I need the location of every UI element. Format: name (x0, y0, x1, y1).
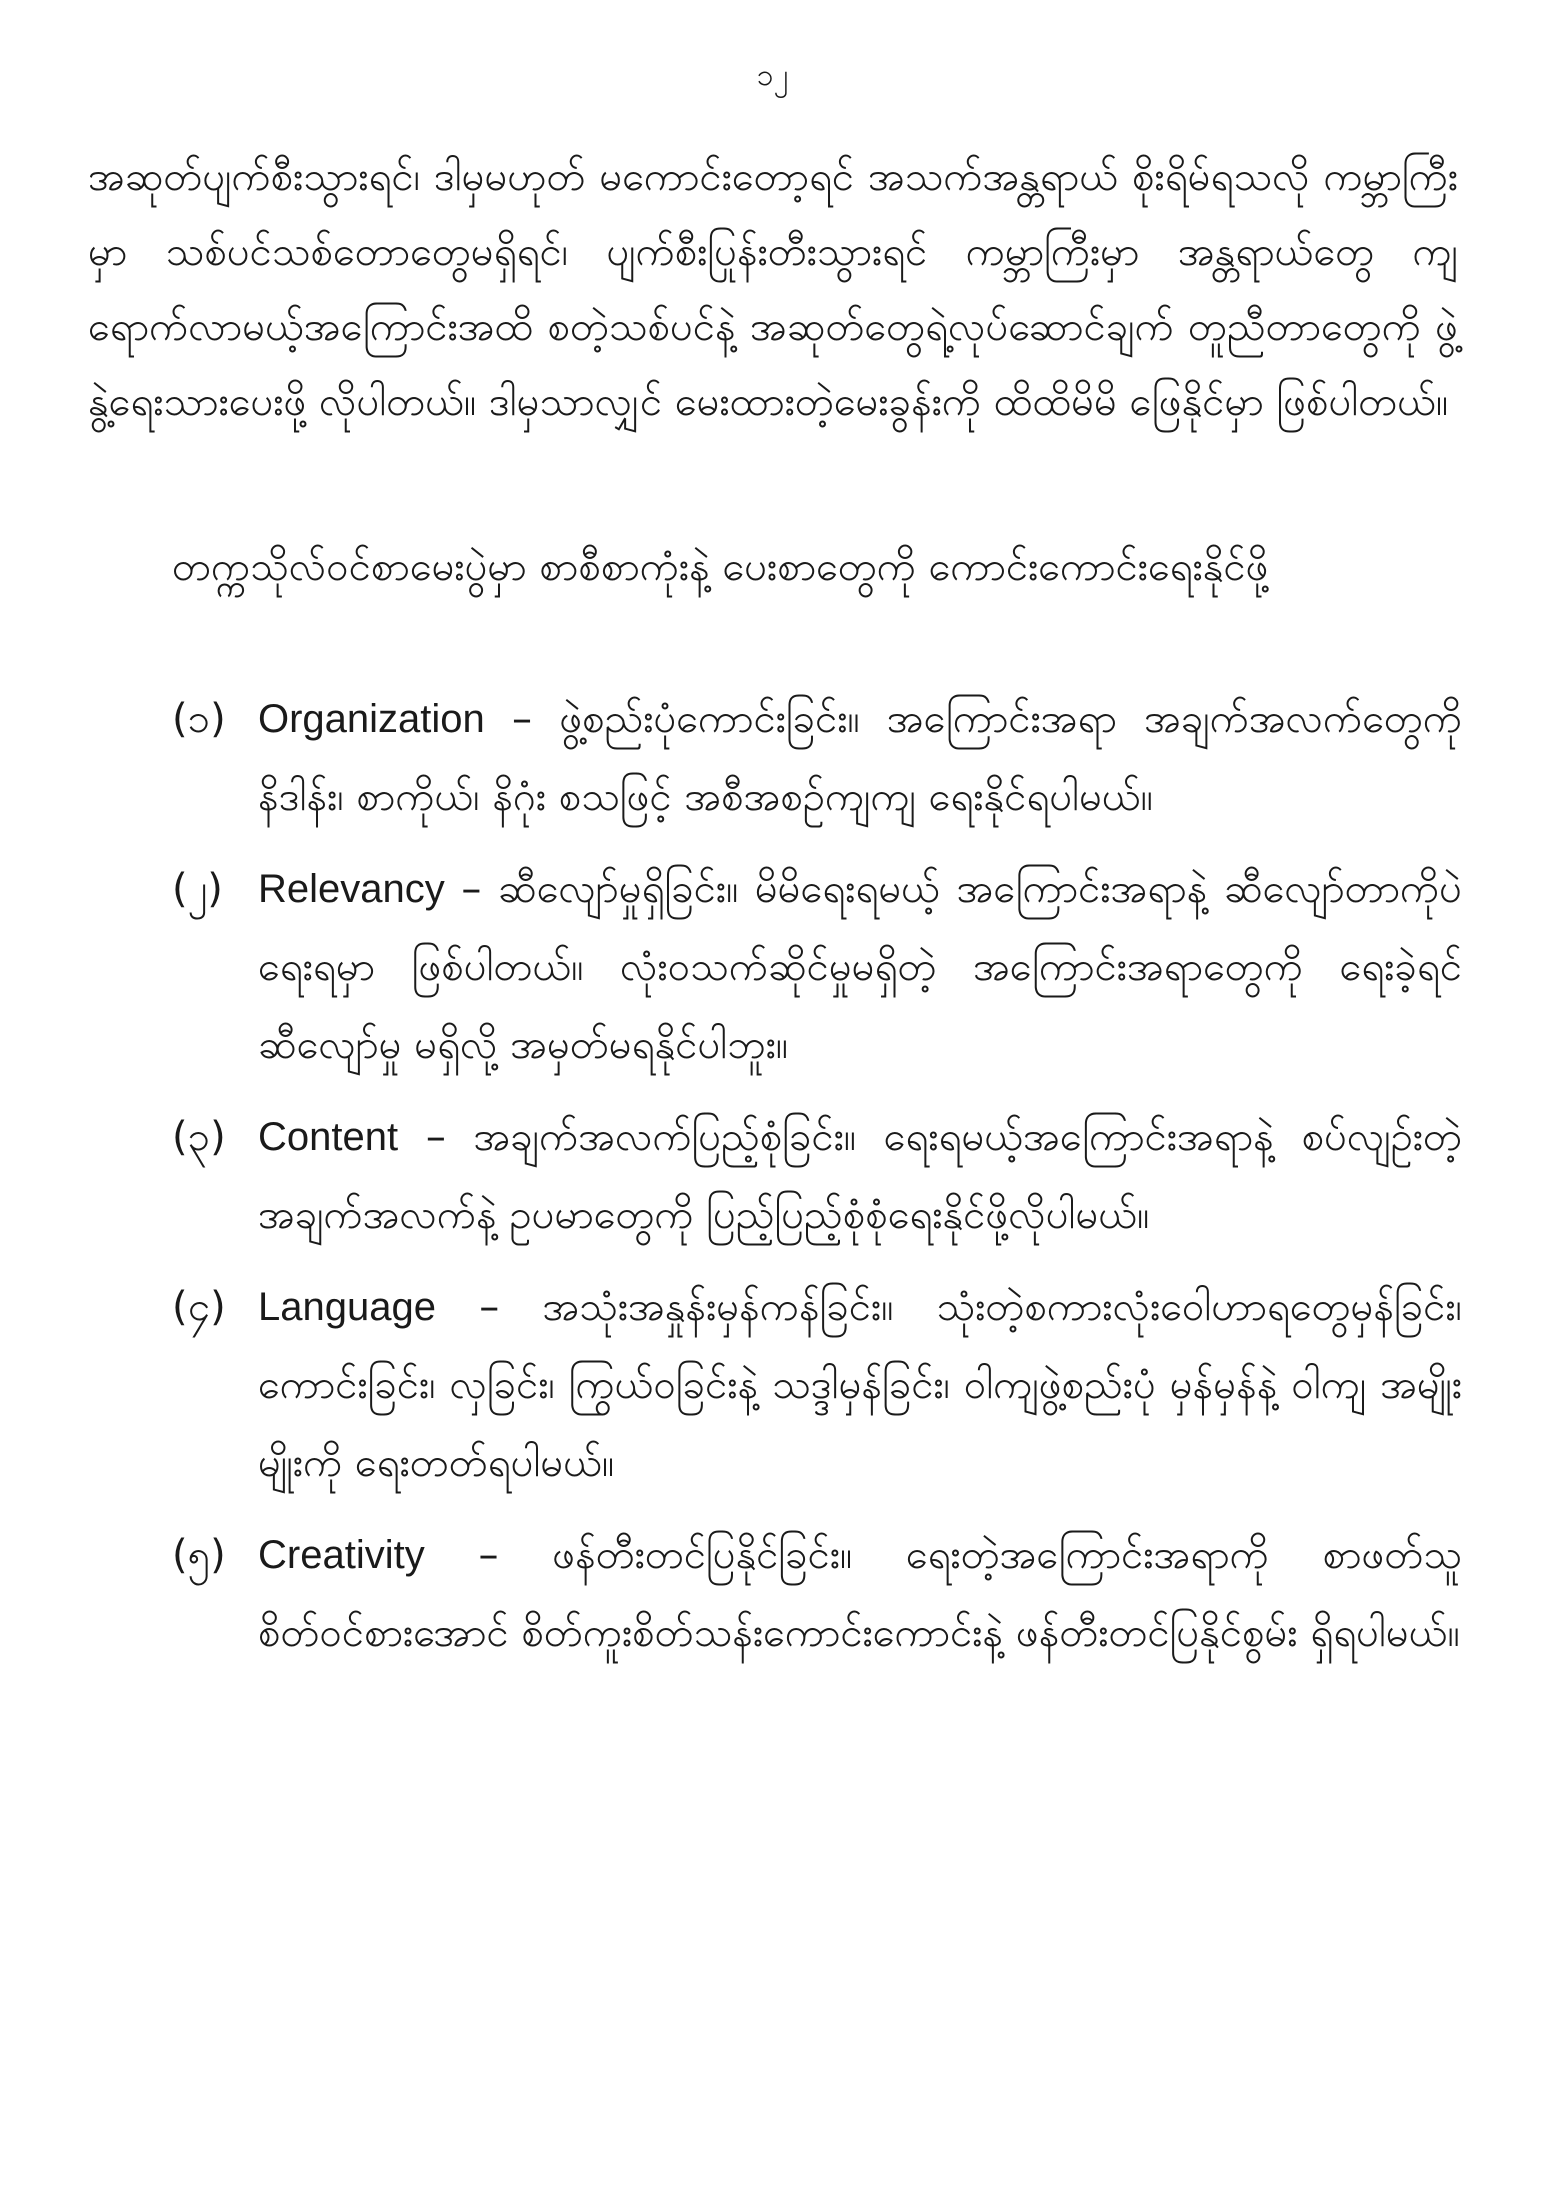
criteria-description: ဖွဲ့စည်းပုံကောင်းခြင်း။ အကြောင်းအရာ အချက်အလက်တွေကို နိဒါန်း၊ စာကိုယ်၊ နိဂုံး စသဖြင့် အစီအစဉ်ကျကျ ရေးနိုင်ရပါမယ်။ (258, 696, 1462, 820)
criteria-item-content (172, 1098, 1462, 1254)
criteria-description: ဖန်တီးတင်ပြနိုင်ခြင်း။ ရေးတဲ့အကြောင်းအရာကို စာဖတ်သူ စိတ်ဝင်စားအောင် စိတ်ကူးစိတ်သန်းကောင်းကောင်းနဲ့ ဖန်တီးတင်ပြနိုင်စွမ်း ရှိရပါမယ်။ (258, 1532, 1462, 1656)
criteria-item-organization (172, 680, 1462, 836)
list-item-body (258, 1098, 1462, 1254)
list-marker: (၅) (172, 1532, 226, 1578)
criteria-item-language (172, 1268, 1462, 1502)
term-separator: – (398, 1114, 474, 1160)
criteria-term: Relevancy (258, 867, 445, 911)
criteria-term: Organization (258, 697, 485, 741)
criteria-description: ဆီလျော်မှုရှိခြင်း။ မိမိရေးရမယ့် အကြောင်းအရာနဲ့ ဆီလျော်တာကိုပဲ ရေးရမှာ ဖြစ်ပါတယ်။ လုံးဝသက်ဆိုင်မှုမရှိတဲ့ အကြောင်းအရာတွေကို ရေးခဲ့ရင် ဆီလျော်မှု မရှိလို့ အမှတ်မရနိုင်ပါဘူး။ (258, 866, 1462, 1068)
criteria-list (172, 680, 1462, 1686)
list-marker: (၁) (172, 696, 226, 742)
criteria-term: Creativity (258, 1533, 425, 1577)
lead-paragraph: တက္ကသိုလ်ဝင်စာမေးပွဲမှာ စာစီစာကုံးနဲ့ ပေးစာတွေကို ကောင်းကောင်းရေးနိုင်ဖို့ (172, 544, 1269, 590)
list-marker: (၂) (172, 866, 223, 912)
term-separator: – (444, 866, 499, 912)
criteria-term: Content (258, 1115, 399, 1159)
list-marker: (၃) (172, 1114, 226, 1160)
list-item-body (258, 850, 1462, 1084)
list-item-body (258, 680, 1462, 836)
list-marker: (၄) (172, 1284, 226, 1330)
criteria-term: Language (258, 1285, 436, 1329)
term-separator: – (424, 1532, 553, 1578)
criteria-description: အချက်အလက်ပြည့်စုံခြင်း။ ရေးရမယ့်အကြောင်းအရာနဲ့ စပ်လျဉ်းတဲ့ အချက်အလက်နဲ့ ဥပမာတွေကို ပြည့်ပြည့်စုံစုံရေးနိုင်ဖို့လိုပါမယ်။ (258, 1114, 1462, 1238)
criteria-item-relevancy (172, 850, 1462, 1084)
intro-paragraph: အဆုတ်ပျက်စီးသွားရင်၊ ဒါမှမဟုတ် မကောင်းတော့ရင် အသက်အန္တရာယ် စိုးရိမ်ရသလို ကမ္ဘာကြီးမှာ သစ်ပင်သစ်တောတွေမရှိရင်၊ ပျက်စီးပြုန်းတီးသွားရင် ကမ္ဘာကြီးမှာ အန္တရာယ်တွေ ကျရောက်လာမယ့်အကြောင်းအထိ စတဲ့သစ်ပင်နဲ့ အဆုတ်တွေရဲ့လုပ်ဆောင်ချက် တူညီတာတွေကို ဖွဲ့နွဲ့ရေးသားပေးဖို့ လိုပါတယ်။ ဒါမှသာလျှင် မေးထားတဲ့မေးခွန်းကို ထိထိမိမိ ဖြေနိုင်မှာ ဖြစ်ပါတယ်။ (88, 154, 1458, 425)
term-separator: – (435, 1284, 543, 1330)
term-separator: – (484, 696, 560, 742)
list-item-body (258, 1268, 1462, 1502)
criteria-description: အသုံးအနှုန်းမှန်ကန်ခြင်း။ သုံးတဲ့စကားလုံးဝေါဟာရတွေမှန်ခြင်း၊ ကောင်းခြင်း၊ လှခြင်း၊ ကြွယ်ဝခြင်းနဲ့ သဒ္ဒါမှန်ခြင်း၊ ဝါကျဖွဲ့စည်းပုံ မှန်မှန်နဲ့ ဝါကျ အမျိုးမျိုးကို ရေးတတ်ရပါမယ်။ (258, 1284, 1462, 1486)
criteria-item-creativity (172, 1516, 1462, 1672)
list-item-body (258, 1516, 1462, 1672)
page-number: ၁၂ (756, 58, 789, 93)
